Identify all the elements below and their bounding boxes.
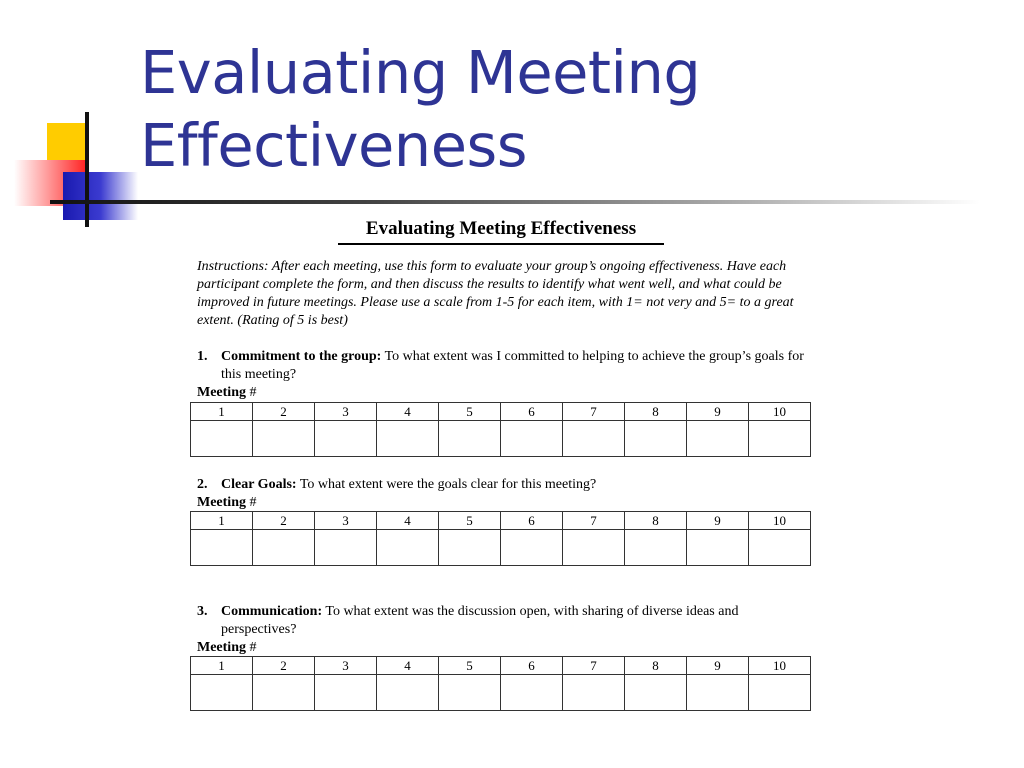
rating-cell: [625, 421, 687, 457]
question-text: To what extent was the discussion open, with sharing of diverse ideas and perspectives?: [221, 604, 739, 637]
rating-cell: [253, 530, 315, 566]
meeting-label: Meeting #: [197, 385, 257, 400]
rating-table-3: [190, 656, 811, 711]
rating-cell: [439, 530, 501, 566]
meeting-number-cell: 4: [377, 657, 439, 675]
rating-cell: [625, 530, 687, 566]
meeting-number-cell: 3: [315, 403, 377, 421]
question-label: Communication:: [221, 604, 323, 619]
slide-title-line1: Evaluating Meeting: [140, 38, 701, 107]
rating-header-row: [191, 512, 811, 530]
meeting-number-cell: 3: [315, 657, 377, 675]
rating-cell: [501, 421, 563, 457]
rating-table-2: [190, 511, 811, 566]
rating-cell: [563, 530, 625, 566]
rating-cell: [191, 421, 253, 457]
document-title-underline: [338, 243, 664, 245]
rating-cell: [253, 421, 315, 457]
question-number: 1.: [197, 349, 208, 364]
rating-cell: [749, 530, 811, 566]
meeting-number-cell: 5: [439, 657, 501, 675]
meeting-number-cell: 1: [191, 403, 253, 421]
rating-entry-row: [191, 530, 811, 566]
rating-cell: [749, 421, 811, 457]
meeting-number-cell: 2: [253, 512, 315, 530]
decoration-vertical-line: [85, 112, 89, 227]
decoration-blue-square: [63, 172, 138, 220]
question-label: Commitment to the group:: [221, 349, 382, 364]
rating-cell: [563, 421, 625, 457]
meeting-number-cell: 8: [625, 403, 687, 421]
meeting-number-cell: 8: [625, 657, 687, 675]
rating-cell: [315, 421, 377, 457]
meeting-number-cell: 10: [749, 657, 811, 675]
rating-cell: [501, 675, 563, 711]
question-number: 2.: [197, 477, 208, 492]
document-title: Evaluating Meeting Effectiveness: [365, 218, 637, 239]
rating-cell: [191, 675, 253, 711]
question-label: Clear Goals:: [221, 477, 297, 492]
rating-cell: [191, 530, 253, 566]
rating-cell: [501, 530, 563, 566]
decoration-horizontal-rule: [50, 200, 980, 204]
rating-entry-row: [191, 421, 811, 457]
meeting-number-cell: 6: [501, 512, 563, 530]
rating-cell: [377, 421, 439, 457]
meeting-label: Meeting #: [197, 640, 257, 655]
instructions-text: Instructions: After each meeting, use this form to evaluate your group’s ongoing effectiveness. Have each participant complete the form, and then discuss the results to identify what went well, and what could be improved in future meetings. Please use a scale from 1-5 for each item, with 1= not very and 5= to a great extent. (Rating of 5 is best): [197, 259, 794, 328]
rating-cell: [377, 530, 439, 566]
question-1: [197, 348, 807, 384]
meeting-number-cell: 5: [439, 403, 501, 421]
rating-entry-row: [191, 675, 811, 711]
rating-cell: [687, 675, 749, 711]
question-2: [197, 476, 807, 494]
meeting-number-cell: 10: [749, 512, 811, 530]
rating-cell: [749, 675, 811, 711]
meeting-number-cell: 9: [687, 512, 749, 530]
meeting-number-cell: 8: [625, 512, 687, 530]
meeting-number-cell: 9: [687, 403, 749, 421]
meeting-number-cell: 5: [439, 512, 501, 530]
rating-header-row: [191, 657, 811, 675]
rating-cell: [253, 675, 315, 711]
meeting-label: Meeting #: [197, 495, 257, 510]
rating-cell: [315, 530, 377, 566]
question-number: 3.: [197, 604, 208, 619]
meeting-number-cell: 2: [253, 657, 315, 675]
rating-cell: [625, 675, 687, 711]
meeting-number-cell: 9: [687, 657, 749, 675]
meeting-number-cell: 10: [749, 403, 811, 421]
meeting-number-cell: 7: [563, 403, 625, 421]
meeting-number-cell: 4: [377, 512, 439, 530]
rating-table-1: [190, 402, 811, 457]
rating-cell: [315, 675, 377, 711]
meeting-number-cell: 2: [253, 403, 315, 421]
slide-title: [140, 36, 700, 182]
slide-title-line2: Effectiveness: [140, 111, 527, 180]
meeting-number-cell: 3: [315, 512, 377, 530]
rating-header-row: [191, 403, 811, 421]
decoration-yellow-square: [47, 123, 87, 163]
meeting-number-cell: 7: [563, 512, 625, 530]
meeting-number-cell: 1: [191, 512, 253, 530]
rating-cell: [687, 421, 749, 457]
question-3: [197, 603, 807, 639]
rating-cell: [687, 530, 749, 566]
rating-cell: [563, 675, 625, 711]
meeting-number-cell: 4: [377, 403, 439, 421]
rating-cell: [377, 675, 439, 711]
meeting-number-cell: 6: [501, 403, 563, 421]
meeting-number-cell: 1: [191, 657, 253, 675]
question-text: To what extent were the goals clear for this meeting?: [296, 477, 597, 492]
meeting-number-cell: 6: [501, 657, 563, 675]
meeting-number-cell: 7: [563, 657, 625, 675]
rating-cell: [439, 421, 501, 457]
rating-cell: [439, 675, 501, 711]
question-text: To what extent was I committed to helping to achieve the group’s goals for this meeting?: [221, 349, 804, 382]
